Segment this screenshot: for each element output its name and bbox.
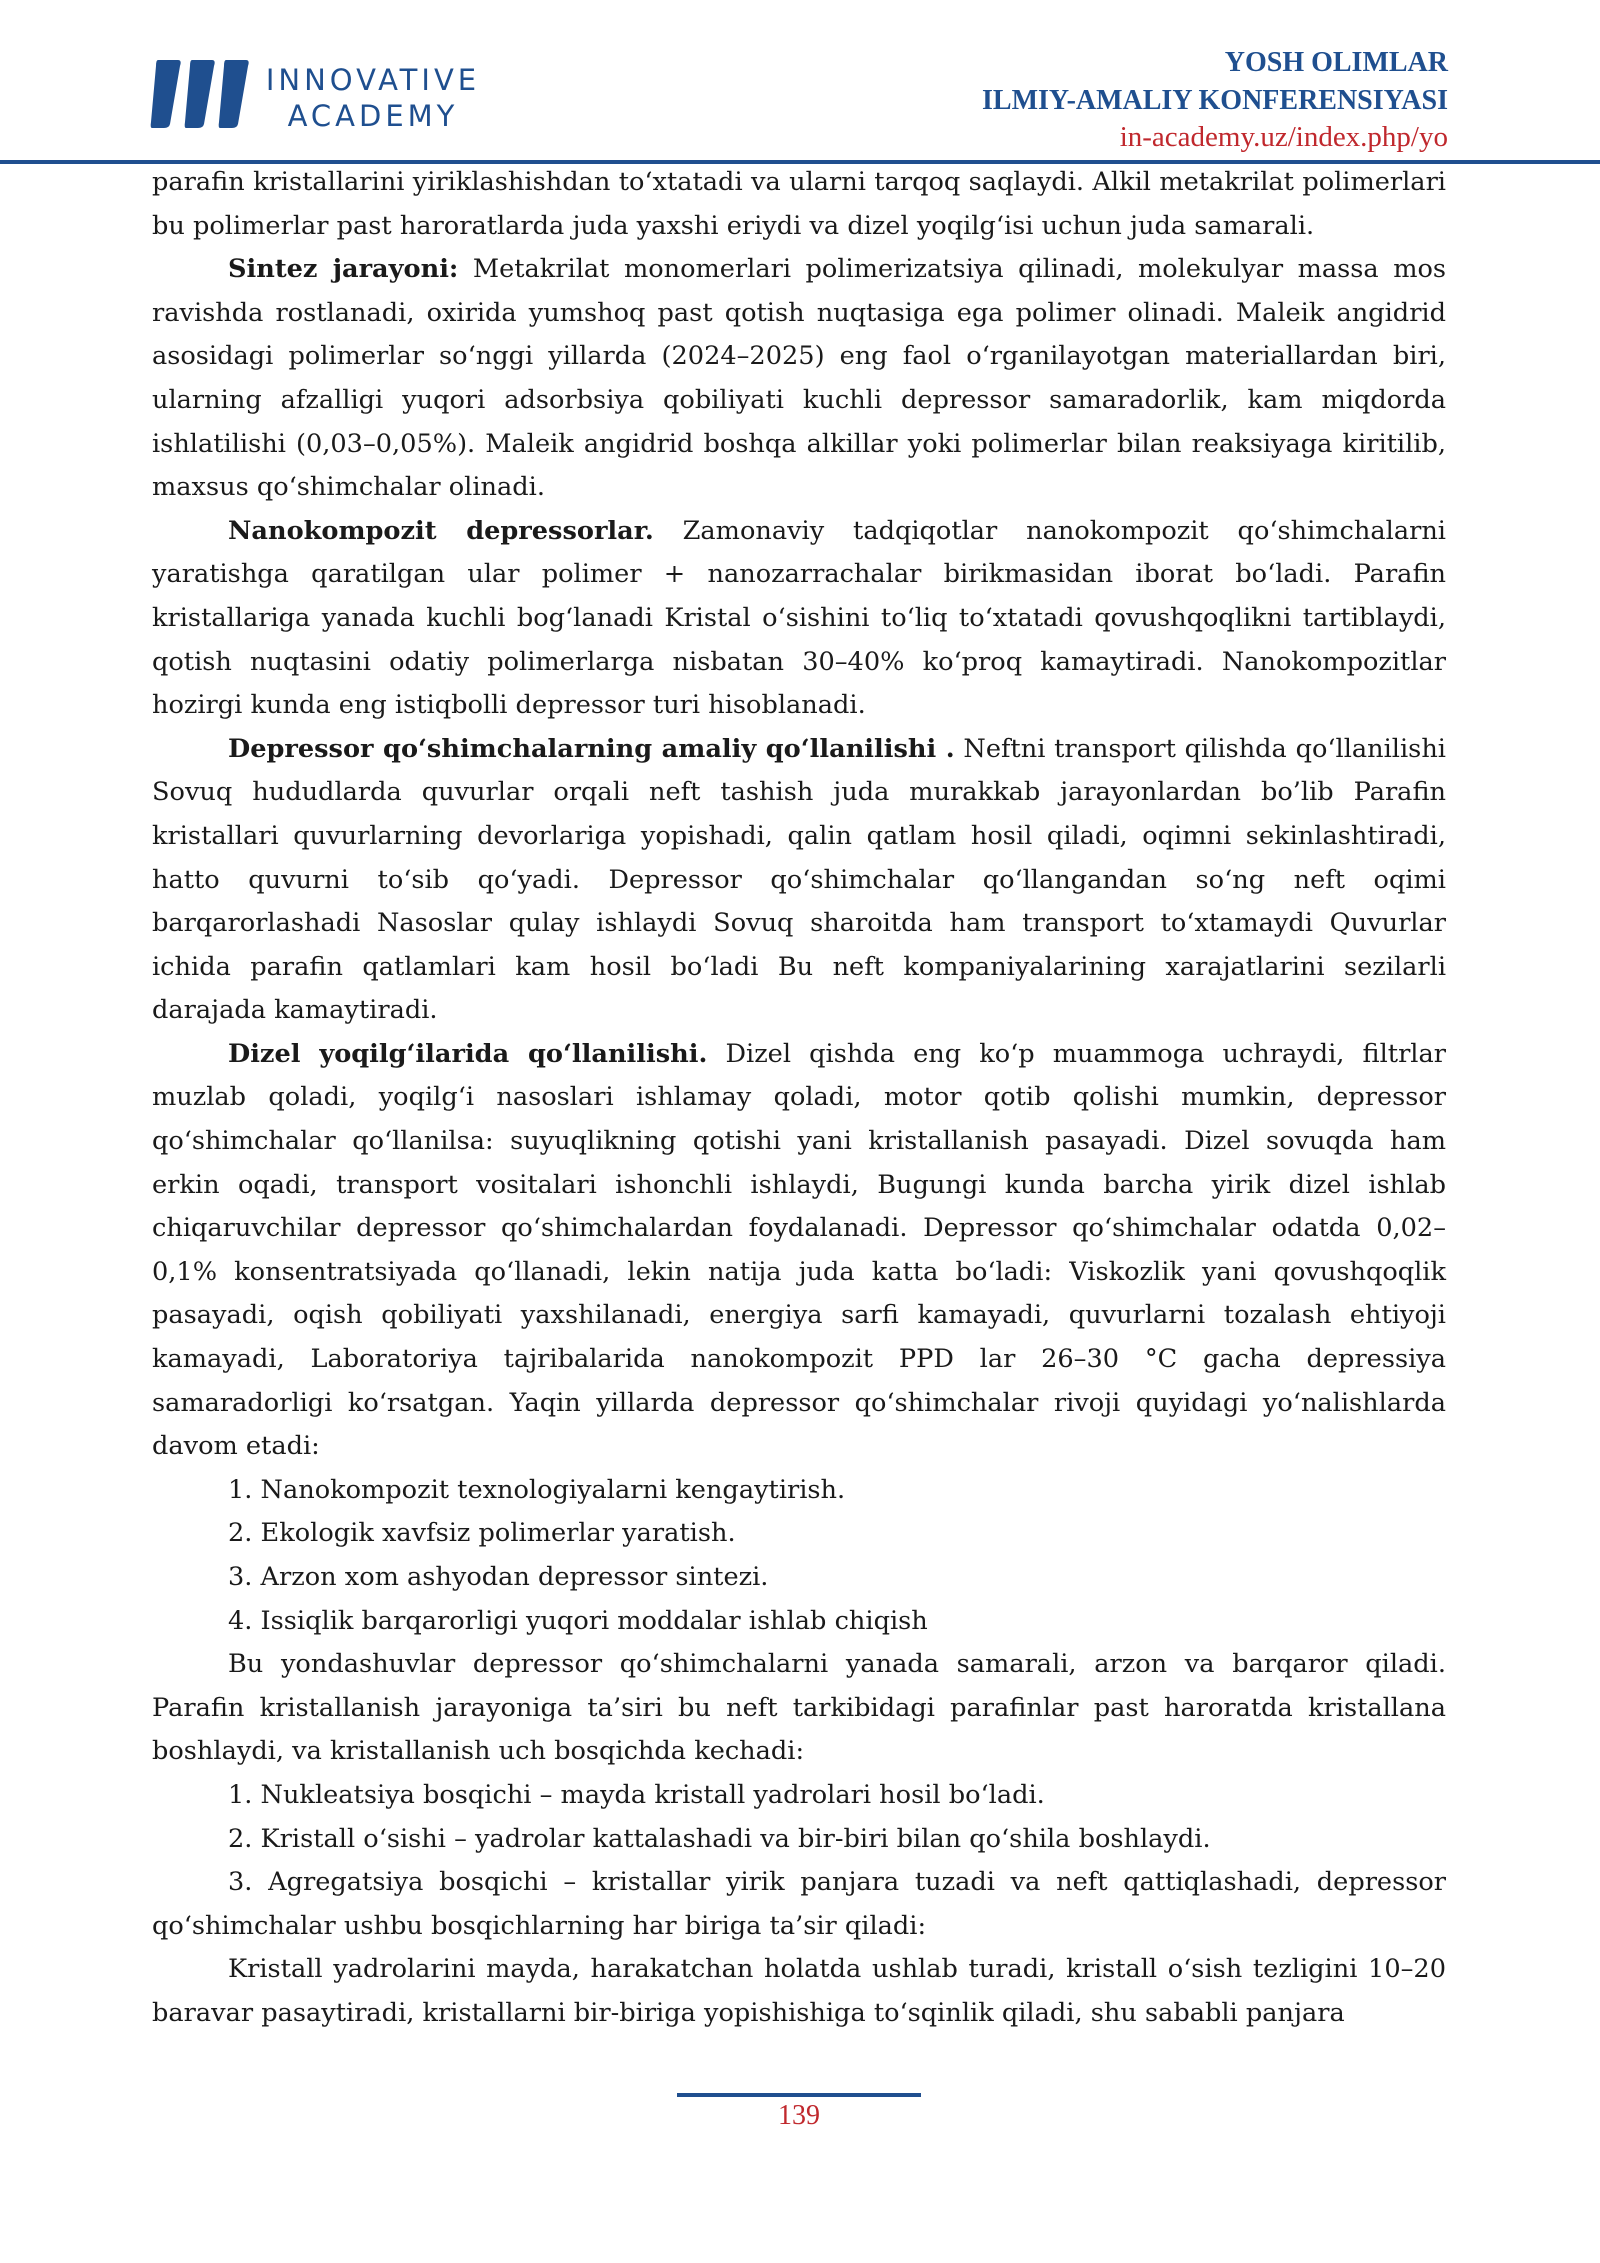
paragraph-heading: Nanokompozit depressorlar. [228,515,654,546]
page-number: 139 [778,2100,820,2131]
article-body [152,161,1446,2036]
paragraph-text: Metakrilat monomerlari polimerizatsiya qilinadi, molekulyar massa mos ravishda rostlanadi, oxirida yumshoq past qotish nuqtasiga ega polimer olinadi. Maleik angidrid asosidagi polimerlar so‘nggi yillarda (2024–2025) eng faol o‘rganilayotgan materiallardan biri, ularning afzalligi yuqori adsorbsiya qobiliyati kuchli depressor samaradorlik, kam miqdorda ishlatilishi (0,03–0,05%). Maleik angidrid boshqa alkillar yoki polimerlar bilan reaksiyaga kiritilib, maxsus qo‘shimchalar olinadi. [152,254,1447,503]
paragraph [152,248,1446,510]
footer-divider [677,2093,921,2097]
page-header [0,0,1600,170]
paragraph-heading: Depressor qo‘shimchalarning amaliy qo‘llanilishi . [228,733,955,764]
paragraph: Bu yondashuvlar depressor qo‘shimchalarni yanada samarali, arzon va barqaror qiladi. Parafin kristallanish jarayoniga ta’siri bu neft tarkibidagi parafinlar past haroratda kristallana boshlaydi, va kristallanish uch bosqichda kechadi: [152,1649,1446,1767]
logo-line-1: INNOVATIVE [265,63,481,97]
paragraph: 3. Agregatsiya bosqichi – kristallar yirik panjara tuzadi va neft qattiqlashadi, depressor qo‘shimchalar ushbu bosqichlarning har biriga ta’sir qiladi: [152,1867,1446,1941]
list-item: 2. Ekologik xavfsiz polimerlar yaratish. [228,1518,736,1549]
journal-url-link[interactable]: in-academy.uz/index.php/yo [1119,121,1448,153]
paragraph-text: Dizel qishda eng ko‘p muammoga uchraydi, filtrlar muzlab qoladi, yoqilg‘i nasoslari ishlamay qoladi, motor qotib qolishi mumkin, depressor qo‘shimchalar qo‘llanilsa: suyuqlikning qotishi yani kristallanish pasayadi. Dizel sovuqda ham erkin oqadi, transport vositalari ishonchli ishlaydi, Bugungi kunda barcha yirik dizel ishlab chiqaruvchilar depressor qo‘shimchalardan foydalanadi. Depressor qo‘shimchalar odatda 0,02–0,1% konsentratsiyada qo‘llanadi, lekin natija juda katta bo‘ladi: Viskozlik yani qovushqoqlik pasayadi, oqish qobiliyati yaxshilanadi, energiya sarfi kamayadi, quvurlarni tozalash ehtiyoji kamayadi, Laboratoriya tajribalarida nanokompozit PPD lar 26–30 °C gacha depressiya samaradorligi ko‘rsatgan. Yaqin yillarda depressor qo‘shimchalar rivoji quyidagi yo‘nalishlarda davom etadi: [152,1038,1446,1462]
paragraph-heading: Sintez jarayoni: [228,254,459,285]
paragraph [152,510,1446,728]
innovative-academy-logo [150,58,481,133]
paragraph: parafin kristallarini yiriklashishdan to‘xtatadi va ularni tarqoq saqlaydi. Alkil metakrilat polimerlari bu polimerlar past haroratlarda juda yaxshi eriydi va dizel yoqilg‘isi uchun juda samarali. [152,167,1446,241]
paragraph-heading: Dizel yoqilg‘ilarida qo‘llanilishi. [228,1038,708,1069]
list-item: 3. Arzon xom ashyodan depressor sintezi. [228,1562,769,1592]
conference-title-line-2: ILMIY-AMALIY KONFERENSIYASI [982,85,1448,116]
paragraph-text: Neftni transport qilishda qo‘llanilishi Sovuq hududlarda quvurlar orqali neft tashish juda murakkab jarayonlardan bo’lib Parafin kristallari quvurlarning devorlariga yopishadi, qalin qatlam hosil qiladi, oqimni sekinlashtiradi, hatto quvurni to‘sib qo‘yadi. Depressor qo‘shimchalar qo‘llangandan so‘ng neft oqimi barqarorlashadi Nasoslar qulay ishlaydi Sovuq sharoitda ham transport to‘xtamaydi Quvurlar ichida parafin qatlamlari kam hosil bo‘ladi Bu neft kompaniyalarining xarajatlarini sezilarli darajada kamaytiradi. [152,733,1446,1026]
list-item: 4. Issiqlik barqarorligi yuqori moddalar ishlab chiqish [228,1605,928,1636]
list-item: 2. Kristall o‘sishi – yadrolar kattalashadi va bir-biri bilan qo‘shila boshlaydi. [228,1823,1211,1854]
paragraph [152,1033,1446,1469]
logo-wordmark [258,62,488,134]
conference-title-line-1: YOSH OLIMLAR [1224,47,1448,78]
logo-line-2: ACADEMY [287,99,459,133]
conference-title [982,44,1448,120]
list-item: 1. Nanokompozit texnologiyalarni kengaytirish. [228,1474,846,1505]
paragraph: Kristall yadrolarini mayda, harakatchan holatda ushlab turadi, kristall o‘sish tezligini 10–20 baravar pasaytiradi, kristallarni bir-biriga yopishishiga to‘sqinlik qiladi, shu sababli panjara [152,1954,1446,2028]
list-item: 1. Nukleatsiya bosqichi – mayda kristall yadrolari hosil bo‘ladi. [228,1779,1045,1810]
paragraph [152,728,1446,1033]
paragraph-text: Zamonaviy tadqiqotlar nanokompozit qo‘shimchalarni yaratishga qaratilgan ular polimer + nanozarrachalar birikmasidan iborat bo‘ladi. Parafin kristallariga yanada kuchli bog‘lanadi Kristal o‘sishini to‘liq to‘xtatadi qovushqoqlikni tartiblaydi, qotish nuqtasini odatiy polimerlarga nisbatan 30–40% ko‘proq kamaytiradi. Nanokompozitlar hozirgi kunda eng istiqbolli depressor turi hisoblanadi. [152,515,1446,721]
logo-mark-icon [150,58,252,130]
